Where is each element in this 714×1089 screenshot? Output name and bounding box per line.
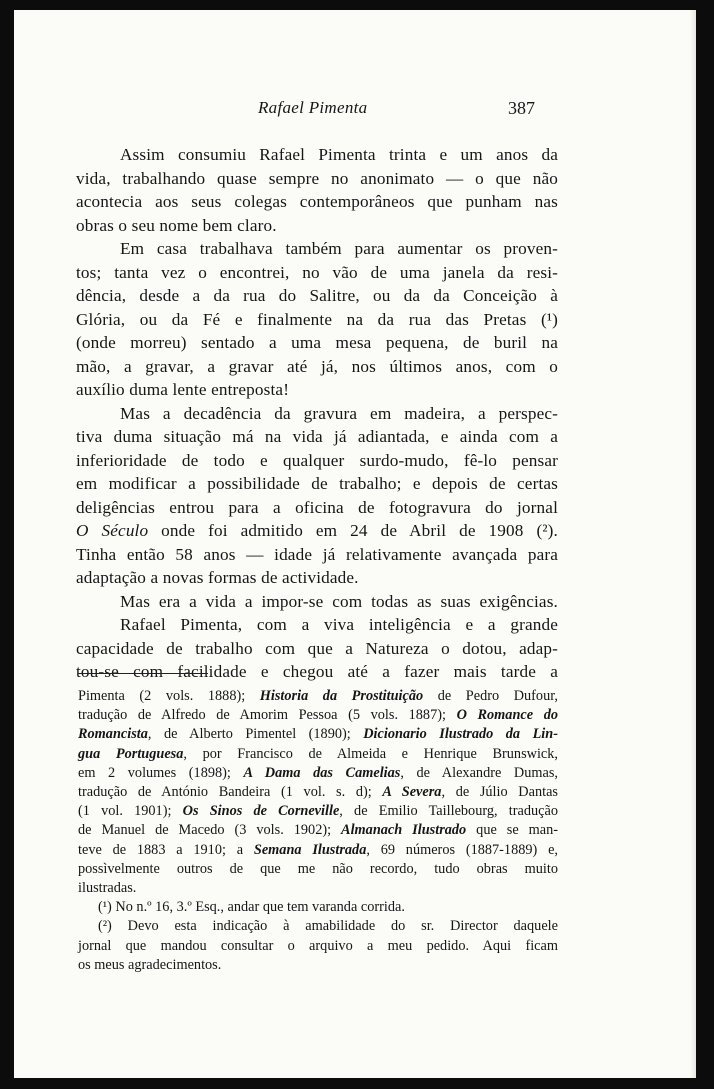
footnote-line: ilustradas.	[78, 880, 137, 897]
body-line: Mas a decadência da gravura em madeira, a perspec-	[120, 403, 558, 423]
book-page	[14, 10, 696, 1078]
body-line: Assim consumiu Rafael Pimenta trinta e um anos da	[120, 145, 558, 164]
body-line: tiva duma situação má na vida já adiantada, e ainda com a	[76, 427, 558, 446]
footnote-line: de Manuel de Macedo (3 vols. 1902); Almanach Ilustrado que se man-	[78, 822, 559, 839]
page-number: 387	[508, 98, 535, 118]
body-line: acontecia aos seus colegas contemporâneos que punham nas	[76, 192, 558, 211]
body-line: (onde morreu) sentado a uma mesa pequena, de buril na	[76, 333, 558, 352]
body-line: Rafael Pimenta, com a viva inteligência e a grande	[120, 615, 558, 634]
footnote-separator	[78, 673, 208, 674]
body-line: mão, a gravar, a gravar até já, nos últimos anos, com o	[76, 356, 558, 376]
body-line: deligências entrou para a oficina de fotogravura do jornal	[76, 497, 558, 517]
body-line: adaptação a novas formas de actividade.	[76, 568, 359, 587]
footnote-line: Romancista, de Alberto Pimentel (1890); Dicionario Ilustrado da Lin-	[78, 726, 558, 743]
footnotes	[78, 687, 558, 975]
body-line: tos; tanta vez o encontrei, no vão de uma janela da resi-	[76, 262, 558, 282]
footnote-line: (²) Devo esta indicação à amabilidade do sr. Director daquele	[98, 918, 558, 935]
body-line: vida, trabalhando quase sempre no anonimato — o que não	[76, 168, 558, 188]
body-line: Mas era a vida a impor-se com todas as suas exigências.	[120, 591, 558, 611]
body-line: O Século onde foi admitido em 24 de Abril de 1908 (²).	[76, 521, 558, 540]
footnote-line: (¹) No n.º 16, 3.º Esq., andar que tem varanda corrida.	[98, 899, 405, 916]
body-line: auxílio duma lente entreposta!	[76, 380, 290, 399]
body-line: dência, desde a da rua do Salitre, ou da da Conceição à	[76, 286, 558, 305]
footnote-line: jornal que mandou consultar o arquivo a meu pedido. Aqui ficam	[78, 937, 558, 954]
body-line: inferioridade de todo e qualquer surdo-mudo, fê-lo pensar	[76, 450, 558, 470]
footnote-line: tradução de Alfredo de Amorim Pessoa (5 vols. 1887); O Romance do	[78, 707, 558, 724]
footnote-line: teve de 1883 a 1910; a Semana Ilustrada, 69 números (1887-1889) e,	[78, 841, 558, 858]
footnote-line: tradução de António Bandeira (1 vol. s. d); A Severa, de Júlio Dantas	[78, 784, 558, 801]
running-title: Rafael Pimenta	[258, 98, 368, 117]
footnote-line: gua Portuguesa, por Francisco de Almeida e Henrique Brunswick,	[78, 745, 558, 762]
footnote-line: possìvelmente outros de que me não recordo, tudo obras muito	[78, 860, 558, 877]
footnote-line: (1 vol. 1901); Os Sinos de Corneville, de Emilio Taillebourg, tradução	[78, 803, 558, 820]
page-edge-shadow	[690, 10, 696, 1078]
body-line: Glória, ou da Fé e finalmente na da rua das Pretas (¹)	[76, 309, 558, 329]
body-line: obras o seu nome bem claro.	[76, 215, 277, 235]
body-line: Tinha então 58 anos — idade já relativamente avançada para	[76, 544, 558, 564]
body-line: Em casa trabalhava também para aumentar os proven-	[120, 239, 558, 258]
footnote-line: em 2 volumes (1898); A Dama das Camelias, de Alexandre Dumas,	[78, 764, 558, 781]
body-line: capacidade de trabalho com que a Natureza o dotou, adap-	[76, 638, 558, 658]
footnote-line: Pimenta (2 vols. 1888); Historia da Prostituição de Pedro Dufour,	[78, 688, 558, 704]
footnote-line: os meus agradecimentos.	[78, 956, 222, 973]
body-line: em modificar a possibilidade de trabalho; e depois de certas	[76, 474, 558, 493]
body-line: tou-se com facilidade e chegou até a fazer mais tarde a	[76, 662, 558, 681]
page-header	[14, 98, 696, 122]
body-text	[76, 143, 558, 684]
